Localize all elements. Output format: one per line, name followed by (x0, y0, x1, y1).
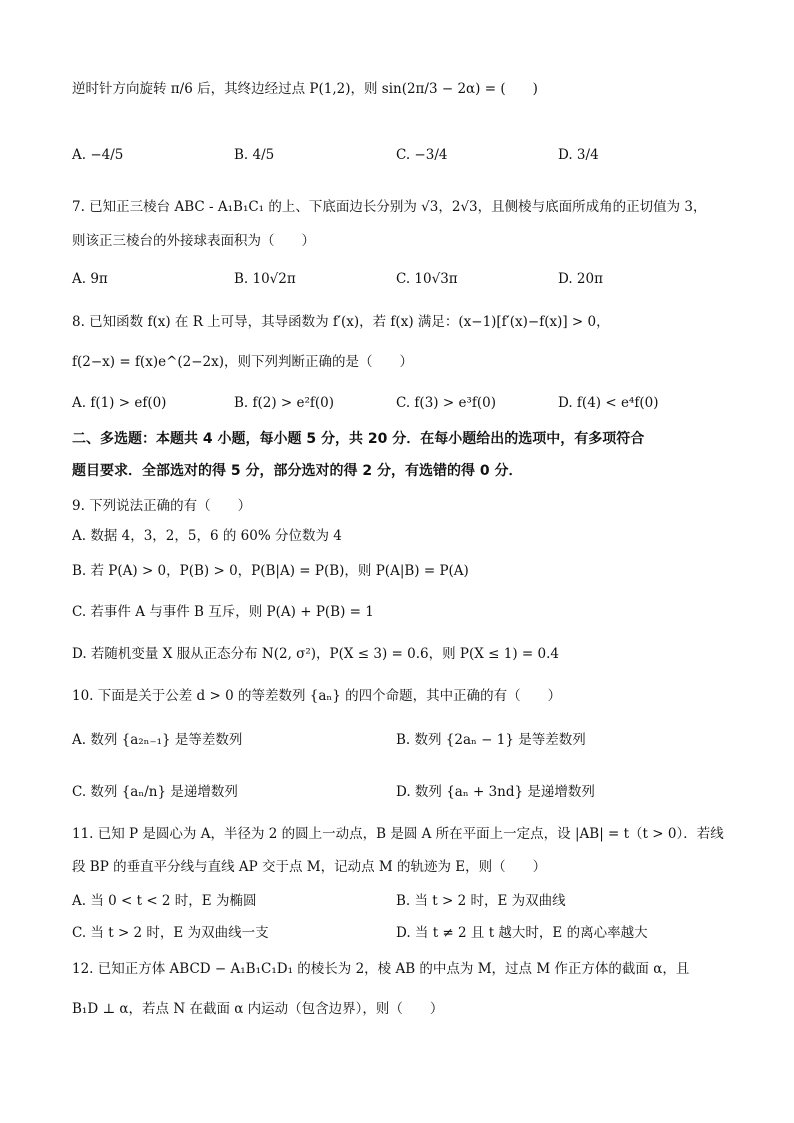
section-2-heading-line-1: 二、多选题：本题共 4 小题，每小题 5 分，共 20 分．在每小题给出的选项中，有多项符合 (72, 431, 645, 447)
q9-option-a: A. 数据 4，3，2，5，6 的 60% 分位数为 4 (72, 528, 342, 544)
q7-option-c: C. 10√3π (396, 271, 458, 287)
q7-option-d: D. 20π (558, 271, 603, 287)
q8-option-b: B. f(2) > e²f(0) (234, 395, 335, 411)
q9-option-c: C. 若事件 A 与事件 B 互斥，则 P(A) + P(B) = 1 (72, 604, 374, 620)
q9-option-d: D. 若随机变量 X 服从正态分布 N(2, σ²)，P(X ≤ 3) = 0.6，则 P(X ≤ 1) = 0.4 (72, 646, 559, 662)
q6-option-b: B. 4/5 (234, 147, 275, 163)
section-2-heading-line-2: 题目要求．全部选对的得 5 分，部分选对的得 2 分，有选错的得 0 分． (72, 463, 523, 479)
q8-option-d: D. f(4) < e⁴f(0) (558, 395, 659, 411)
q7-line-2: 则该正三棱台的外接球表面积为（ ） (72, 233, 315, 249)
q10-option-c: C. 数列 {aₙ/n} 是递增数列 (72, 784, 238, 800)
q7-option-b: B. 10√2π (234, 271, 296, 287)
q11-option-b: B. 当 t > 2 时，E 为双曲线 (396, 893, 566, 909)
q11-option-c: C. 当 t > 2 时，E 为双曲线一支 (72, 925, 269, 941)
q10-option-b: B. 数列 {2aₙ − 1} 是等差数列 (396, 732, 586, 748)
q12-line-2: B₁D ⊥ α，若点 N 在截面 α 内运动（包含边界），则（ ） (72, 1001, 444, 1017)
q8-option-c: C. f(3) > e³f(0) (396, 395, 496, 411)
q11-line-2: 段 BP 的垂直平分线与直线 AP 交于点 M，记动点 M 的轨迹为 E，则（ ） (72, 859, 547, 875)
q10-option-d: D. 数列 {aₙ + 3nd} 是递增数列 (396, 784, 595, 800)
q12-line-1: 12. 已知正方体 ABCD − A₁B₁C₁D₁ 的棱长为 2，棱 AB 的中点为 M，过点 M 作正方体的截面 α，且 (72, 961, 690, 977)
q11-line-1: 11. 已知 P 是圆心为 A，半径为 2 的圆上一动点，B 是圆 A 所在平面上一定点，设 |AB| = t（t > 0）．若线 (72, 826, 724, 842)
q8-line-1: 8. 已知函数 f(x) 在 R 上可导，其导函数为 f′(x)，若 f(x) 满足：(x−1)[f′(x)−f(x)] > 0， (72, 314, 610, 330)
q11-option-d: D. 当 t ≠ 2 且 t 越大时，E 的离心率越大 (396, 925, 648, 941)
q6-option-a: A. −4/5 (72, 147, 124, 163)
q11-option-a: A. 当 0 < t < 2 时，E 为椭圆 (72, 893, 257, 909)
q7-line-1: 7. 已知正三棱台 ABC - A₁B₁C₁ 的上、下底面边长分别为 √3，2√3，且侧棱与底面所成角的正切值为 3， (72, 199, 707, 215)
q10-option-a: A. 数列 {a₂ₙ₋₁} 是等差数列 (72, 732, 243, 748)
q10-stem: 10. 下面是关于公差 d > 0 的等差数列 {aₙ} 的四个命题，其中正确的有（ ） (72, 688, 562, 704)
q9-stem: 9. 下列说法正确的有（ ） (72, 498, 252, 514)
q8-option-a: A. f(1) > ef(0) (72, 395, 167, 411)
q7-option-a: A. 9π (72, 271, 108, 287)
q9-option-b: B. 若 P(A) > 0，P(B) > 0，P(B|A) = P(B)，则 P(A|B) = P(A) (72, 563, 469, 579)
q8-line-2: f(2−x) = f(x)e^(2−2x)，则下列判断正确的是（ ） (72, 354, 414, 370)
q6-tail: 逆时针方向旋转 π/6 后，其终边经过点 P(1,2)，则 sin(2π/3 − 2α) = ( ) (72, 81, 538, 97)
q6-option-c: C. −3/4 (396, 147, 448, 163)
q6-option-d: D. 3/4 (558, 147, 599, 163)
